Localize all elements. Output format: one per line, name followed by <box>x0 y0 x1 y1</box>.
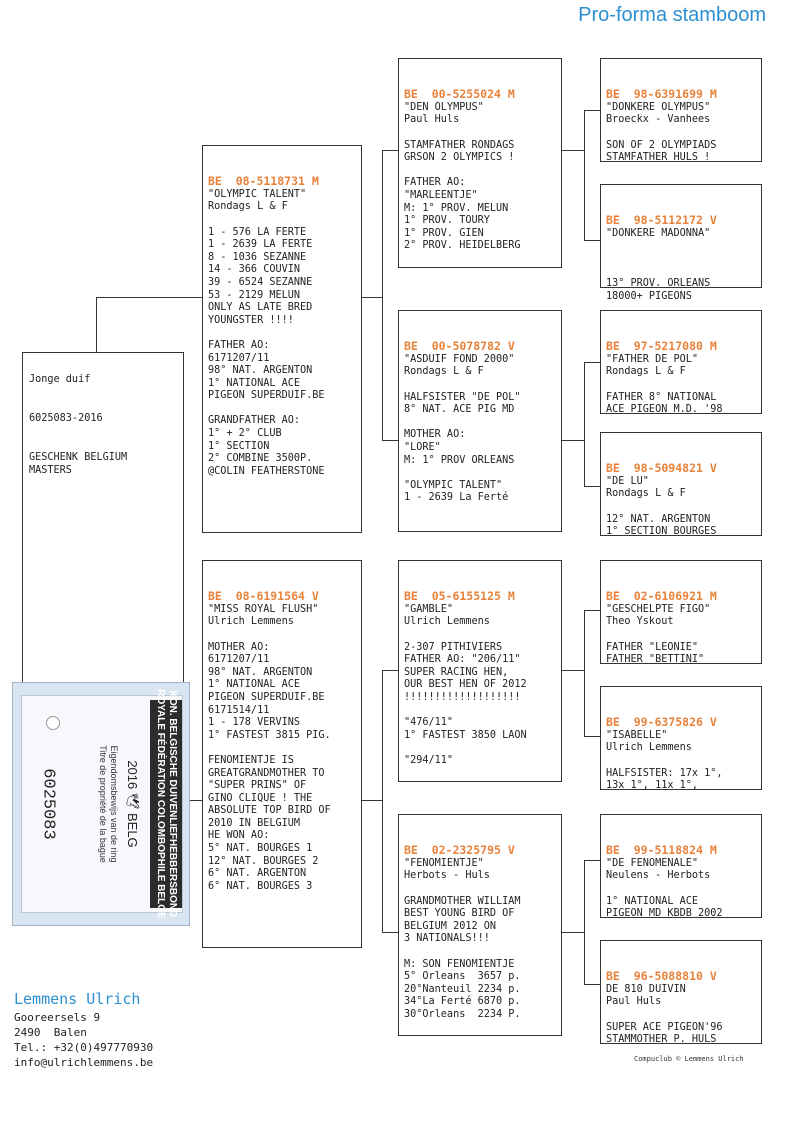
connector <box>562 440 584 441</box>
great-grandparent-box <box>600 560 762 664</box>
grandparent-box <box>398 560 562 782</box>
connector <box>584 486 600 487</box>
connector <box>96 297 97 353</box>
federation-name: KON. BELGISCHE DUIVENLIEFHEBBERSBOND ROYALE FÉDÉRATION COLOMBOPHILE BELGE <box>155 689 178 919</box>
great-grandparent-box <box>600 940 762 1044</box>
connector <box>584 736 600 737</box>
grandparent-box <box>398 814 562 1036</box>
pigeon-details: "FATHER DE POL" Rondags L & F FATHER 8° NATIONAL ACE PIGEON M.D. '98 <box>606 353 723 416</box>
ring-number: BE 08-5118731 M <box>208 174 319 189</box>
connector <box>584 362 600 363</box>
connector <box>382 150 398 151</box>
connector <box>382 150 383 440</box>
ring-number: BE 02-6106921 M <box>606 589 717 604</box>
ring-ownership-card <box>12 682 190 926</box>
ring-number: BE 96-5088810 V <box>606 969 717 984</box>
connector <box>584 610 600 611</box>
pigeon-details: "ISABELLE" Ulrich Lemmens HALFSISTER: 17x 1°, 13x 1°, 11x 1°, <box>606 729 723 792</box>
grandparent-box <box>398 58 562 268</box>
grandparent-box <box>398 310 562 532</box>
ring-number: BE 00-5255024 M <box>404 87 515 102</box>
ring-number: BE 98-6391699 M <box>606 87 717 102</box>
connector <box>562 670 584 671</box>
pigeon-details: "ASDUIF FOND 2000" Rondags L & F HALFSISTER "DE POL" 8° NAT. ACE PIG MD MOTHER AO: "LORE" M: 1° PROV ORLEANS "OLYMPIC TALENT" 1 - 2639 La Ferté <box>404 353 521 504</box>
ring-year: 2016 🕊 BELG <box>125 760 140 848</box>
punch-hole <box>46 716 60 730</box>
connector <box>382 670 398 671</box>
ring-number: BE 05-6155125 M <box>404 589 515 604</box>
ring-number: BE 99-6375826 V <box>606 715 717 730</box>
pigeon-details: "DEN OLYMPUS" Paul Huls STAMFATHER RONDAGS GRSON 2 OLYMPICS ! FATHER AO: "MARLEENTJE" M: 1° PROV. MELUN 1° PROV. TOURY 1° PROV. GIEN 2° PROV. HEIDELBERG <box>404 101 521 252</box>
connector <box>584 984 600 985</box>
ring-number: BE 97-5217080 M <box>606 339 717 354</box>
pigeon-details: "DONKERE OLYMPUS" Broeckx - Vanhees SON OF 2 OLYMPIADS STAMFATHER HULS ! <box>606 101 717 164</box>
ring-number: BE 08-6191564 V <box>208 589 319 604</box>
great-grandparent-box <box>600 310 762 414</box>
footer-credit: Compuclub © Lemmens Ulrich <box>634 1055 744 1063</box>
pigeon-details: "OLYMPIC TALENT" Rondags L & F 1 - 576 LA FERTE 1 - 2639 LA FERTE 8 - 1036 SEZANNE 14 - 366 COUVIN 39 - 6524 SEZANNE 53 - 2129 MELUN ONLY AS LATE BRED YOUNGSTER !!!! FATHER AO: 6171207/11 98° NAT. ARGENTON 1° NATIONAL ACE PIGEON SUPERDUIF.BE GRANDFATHER AO: 1° + 2° CLUB 1° SECTION 2° COMBINE 3500P. @COLIN FEATHERSTONE <box>208 188 325 477</box>
connector <box>584 860 600 861</box>
connector <box>562 932 584 933</box>
connector <box>96 297 202 298</box>
connector <box>362 297 382 298</box>
connector <box>362 800 382 801</box>
father-box <box>202 145 362 533</box>
connector <box>584 110 585 240</box>
connector <box>382 932 398 933</box>
ring-number: 6025083 <box>38 768 58 840</box>
page-title: Pro-forma stamboom <box>578 4 766 26</box>
pigeon-details: "GAMBLE" Ulrich Lemmens 2-307 PITHIVIERS FATHER AO: "206/11" SUPER RACING HEN, OUR BEST HEN OF 2012 !!!!!!!!!!!!!!!!!!! "476/11" 1° FASTEST 3850 LAON "294/11" <box>404 603 527 766</box>
pigeon-details: "DONKERE MADONNA" 13° PROV. ORLEANS 18000+ PIGEONS <box>606 227 711 302</box>
pigeon-details: "GESCHELPTE FIGO" Theo Yskout FATHER "LEONIE" FATHER "BETTINI" <box>606 603 711 666</box>
connector <box>584 240 600 241</box>
great-grandparent-box <box>600 814 762 918</box>
ring-number: BE 00-5078782 V <box>404 339 515 354</box>
connector <box>382 670 383 932</box>
subject-pigeon-box: Jonge duif 6025083-2016 GESCHENK BELGIUM MASTERS <box>22 352 184 692</box>
pigeon-details: "MISS ROYAL FLUSH" Ulrich Lemmens MOTHER AO: 6171207/11 98° NAT. ARGENTON 1° NATIONAL ACE PIGEON SUPERDUIF.BE 6171514/11 1 - 178 VERVINS 1° FASTEST 3815 PIG. FENOMIENTJE IS GREATGRANDMOTHER TO "SUPER PRINS" OF GINO CLIQUE ! THE ABSOLUTE TOP BIRD OF 2010 IN BELGIUM HE WON AO: 5° NAT. BOURGES 1 12° NAT. BOURGES 2 6° NAT. ARGENTON 6° NAT. BOURGES 3 <box>208 603 331 892</box>
ring-number: BE 98-5094821 V <box>606 461 717 476</box>
connector <box>584 860 585 984</box>
ring-number: BE 99-5118824 M <box>606 843 717 858</box>
connector <box>584 110 600 111</box>
owner-name: Lemmens Ulrich <box>14 990 141 1008</box>
ring-number: BE 02-2325795 V <box>404 843 515 858</box>
pigeon-details: "DE FENOMENALE" Neulens - Herbots 1° NATIONAL ACE PIGEON MD KBDB 2002 <box>606 857 723 920</box>
mother-box <box>202 560 362 948</box>
pigeon-details: "FENOMIENTJE" Herbots - Huls GRANDMOTHER WILLIAM BEST YOUNG BIRD OF BELGIUM 2012 ON 3 NATIONALS!!! M: SON FENOMIENTJE 5° Orleans 3657 p. 20°Nanteuil 2234 p. 34°La Ferté 6870 p. 30°Orleans 2234 P. <box>404 857 521 1020</box>
pigeon-details: DE 810 DUIVIN Paul Huls SUPER ACE PIGEON'96 STAMMOTHER P. HULS <box>606 983 723 1046</box>
connector <box>382 440 398 441</box>
ring-card-description: Eigendomsbewijs van de ring Titre de propriété de la bague <box>98 745 119 863</box>
great-grandparent-box <box>600 432 762 536</box>
connector <box>584 610 585 736</box>
pigeon-details: "DE LU" Rondags L & F 12° NAT. ARGENTON 1° SECTION BOURGES <box>606 475 717 538</box>
owner-address: Gooreersels 9 2490 Balen Tel.: +32(0)497770930 info@ulrichlemmens.be <box>14 1011 154 1069</box>
great-grandparent-box <box>600 686 762 790</box>
connector <box>584 362 585 486</box>
great-grandparent-box <box>600 184 762 302</box>
connector <box>562 150 584 151</box>
ring-card-inner <box>21 689 183 919</box>
great-grandparent-box <box>600 58 762 162</box>
owner-contact <box>14 958 153 1070</box>
ring-number: BE 98-5112172 V <box>606 213 717 228</box>
